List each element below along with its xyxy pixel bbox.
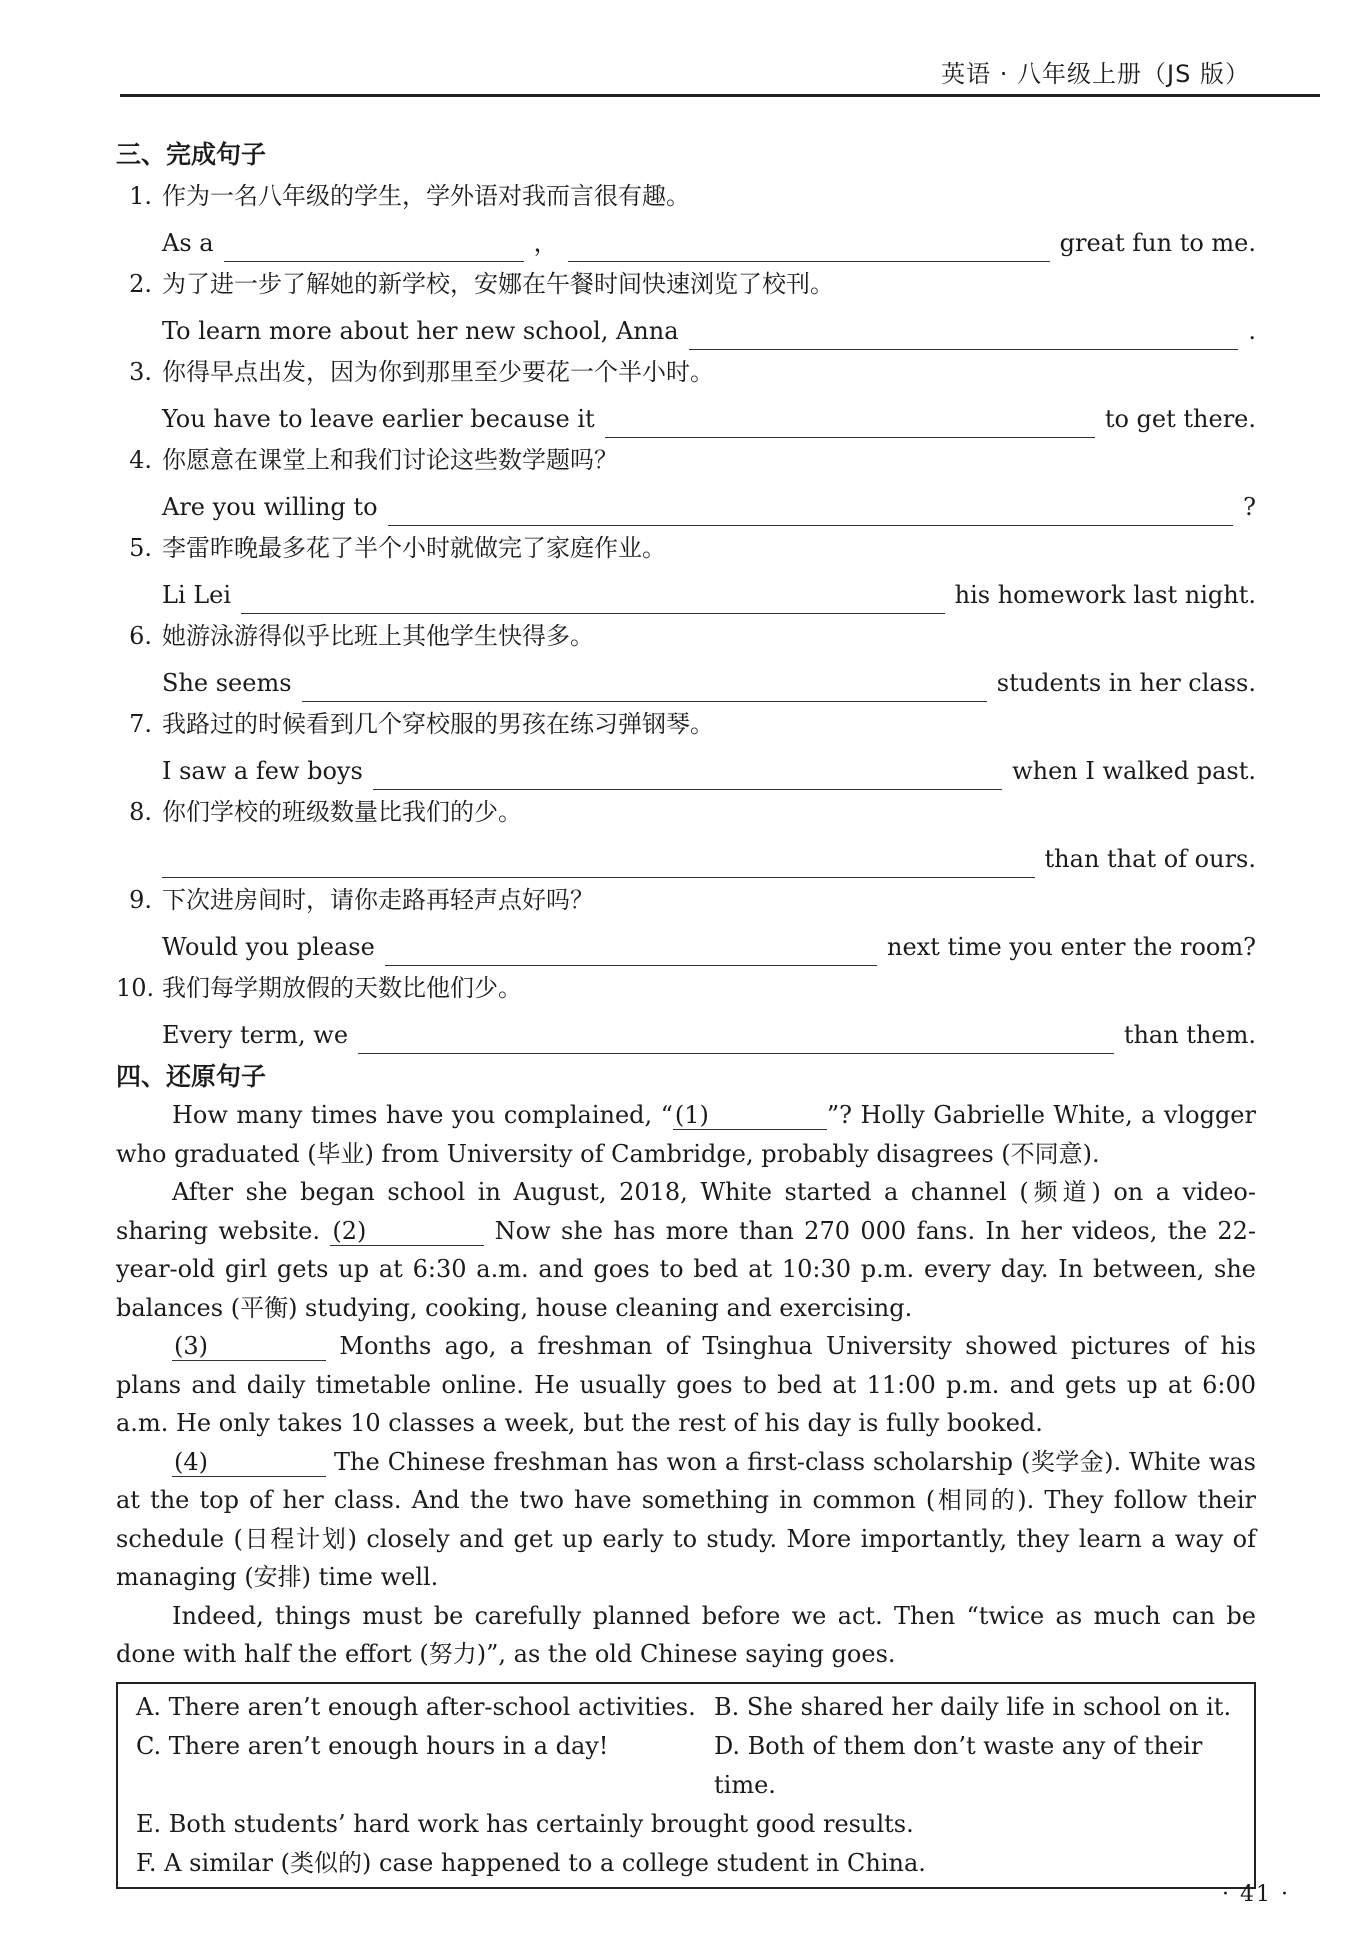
question-3-english (116, 394, 1256, 438)
sentence-middle: ， (533, 228, 558, 257)
options-row (136, 1688, 1236, 1727)
sentence-prefix: You have to leave earlier because it (162, 404, 595, 433)
option-e: E. Both students’ hard work has certainly brought good results. (136, 1809, 914, 1838)
passage-paragraph-5: Indeed, things must be carefully planned before we act. Then “twice as much can be done with half the effort (努力)”, as the old Chinese saying goes. (116, 1601, 1256, 1668)
question-text: 我们每学期放假的天数比他们少。 (162, 974, 522, 1002)
question-text: 你愿意在课堂上和我们讨论这些数学题吗？ (162, 446, 618, 474)
sentence-prefix: I saw a few boys (162, 756, 363, 785)
paragraph-text: Months ago, a freshman of Tsinghua University showed pictures of his plans and daily timetable online. He usually goes to bed at 11:00 p.m. and gets up at 6:00 a.m. He only takes 10 classes a week, but the rest of his day is fully booked. (116, 1332, 1256, 1437)
question-number: 2. (129, 270, 152, 298)
sentence-suffix: than that of ours. (1044, 844, 1256, 873)
question-1-chinese (116, 174, 1256, 218)
sentence-prefix: She seems (162, 668, 292, 697)
paragraph-text: Now she has more than 270 000 fans. In her videos, the 22-year-old girl gets up at 6:30 a.m. and goes to bed at 10:30 p.m. every day. In between, she balances (平衡) studying, cooking, house cleaning and exercising. (116, 1216, 1257, 1322)
answer-blank[interactable] (605, 407, 1095, 438)
answer-blank[interactable] (689, 319, 1239, 350)
answer-blank-2[interactable]: (2) (330, 1217, 484, 1246)
question-9-english (116, 922, 1256, 966)
answer-blank-4[interactable]: (4) (172, 1448, 326, 1477)
question-1-english (116, 218, 1256, 262)
sentence-prefix: Li Lei (162, 580, 232, 609)
question-8-english (116, 834, 1256, 878)
sentence-prefix: Are you willing to (162, 492, 378, 521)
passage-paragraph-1 (116, 1096, 1256, 1173)
answer-blank-3[interactable]: (3) (172, 1332, 326, 1361)
sentence-suffix: ? (1243, 492, 1256, 521)
sentence-prefix: As a (162, 228, 214, 257)
options-box (116, 1682, 1256, 1889)
answer-blank[interactable] (162, 847, 1035, 878)
option-b: B. She shared her daily life in school on it. (714, 1692, 1232, 1721)
question-7-chinese (116, 702, 1256, 746)
question-text: 李雷昨晚最多花了半个小时就做完了家庭作业。 (162, 534, 666, 562)
answer-blank[interactable] (224, 231, 524, 262)
question-8-chinese (116, 790, 1256, 834)
question-6-chinese (116, 614, 1256, 658)
question-number: 10. (116, 974, 155, 1002)
paragraph-text: ”? Holly Gabrielle White, a vlogger who graduated (毕业) from University of Cambridge, probably disagrees (不同意). (116, 1101, 1256, 1168)
question-7-english (116, 746, 1256, 790)
options-row (136, 1727, 1236, 1805)
answer-blank[interactable] (568, 231, 1050, 262)
question-text: 你们学校的班级数量比我们的少。 (162, 798, 522, 826)
question-5-chinese (116, 526, 1256, 570)
answer-blank[interactable] (388, 495, 1234, 526)
question-number: 8. (129, 798, 152, 826)
option-c: C. There aren’t enough hours in a day! (136, 1731, 609, 1760)
passage-paragraph-2 (116, 1173, 1256, 1327)
option-d: D. Both of them don’t waste any of their time. (714, 1731, 1203, 1799)
sentence-prefix: To learn more about her new school, Anna (162, 316, 679, 345)
question-6-english (116, 658, 1256, 702)
page-number: · 41 · (1222, 1882, 1290, 1907)
option-a: A. There aren’t enough after-school activities. (136, 1692, 696, 1721)
sentence-suffix: than them. (1123, 1020, 1256, 1049)
answer-blank[interactable] (373, 759, 1002, 790)
question-number: 1. (129, 182, 152, 210)
question-2-chinese (116, 262, 1256, 306)
question-number: 4. (129, 446, 152, 474)
question-text: 为了进一步了解她的新学校，安娜在午餐时间快速浏览了校刊。 (162, 270, 834, 298)
question-4-chinese (116, 438, 1256, 482)
question-10-chinese (116, 966, 1256, 1010)
sentence-suffix: his homework last night. (954, 580, 1256, 609)
sentence-prefix: Would you please (162, 932, 375, 961)
question-text: 下次进房间时，请你走路再轻声点好吗？ (162, 886, 594, 914)
answer-blank[interactable] (241, 583, 945, 614)
question-text: 她游泳游得似乎比班上其他学生快得多。 (162, 622, 594, 650)
passage-paragraph-3 (116, 1327, 1256, 1443)
question-9-chinese (116, 878, 1256, 922)
sentence-suffix: to get there. (1104, 404, 1256, 433)
sentence-suffix: when I walked past. (1012, 756, 1256, 785)
sentence-suffix: students in her class. (996, 668, 1256, 697)
question-number: 7. (129, 710, 152, 738)
question-number: 3. (129, 358, 152, 386)
header-title: 英语 · 八年级上册（JS 版） (941, 60, 1250, 88)
question-number: 9. (129, 886, 152, 914)
paragraph-text: How many times have you complained, “ (172, 1101, 673, 1129)
sentence-prefix: Every term, we (162, 1020, 349, 1049)
sentence-suffix: great fun to me. (1059, 228, 1256, 257)
question-10-english (116, 1010, 1256, 1054)
answer-blank[interactable] (358, 1023, 1114, 1054)
question-number: 6. (129, 622, 152, 650)
option-f: F. A similar (类似的) case happened to a college student in China. (136, 1848, 926, 1877)
question-text: 你得早点出发，因为你到那里至少要花一个半小时。 (162, 358, 714, 386)
question-text: 我路过的时候看到几个穿校服的男孩在练习弹钢琴。 (162, 710, 714, 738)
answer-blank[interactable] (385, 935, 877, 966)
answer-blank[interactable] (302, 671, 987, 702)
answer-blank-1[interactable]: (1) (673, 1101, 827, 1130)
paragraph-text: The Chinese freshman has won a first-class scholarship (奖学金). White was at the top of her class. And the two have something in common (相同的). They follow their schedule (日程计划) closely and get up early to study. More importantly, they learn a way of managing (安排) time well. (116, 1447, 1256, 1591)
paragraph-text: After she began school in August, 2018, White started a channel (频道) on a video-sharing website. (116, 1178, 1256, 1245)
passage-paragraph-4 (116, 1443, 1256, 1597)
section-3-heading: 三、完成句子 (116, 140, 267, 169)
question-4-english (116, 482, 1256, 526)
question-number: 5. (129, 534, 152, 562)
page-header (120, 48, 1320, 97)
question-text: 作为一名八年级的学生，学外语对我而言很有趣。 (162, 182, 690, 210)
sentence-suffix: . (1248, 316, 1256, 345)
question-3-chinese (116, 350, 1256, 394)
question-2-english (116, 306, 1256, 350)
section-4-heading: 四、还原句子 (116, 1062, 267, 1091)
question-5-english (116, 570, 1256, 614)
sentence-suffix: next time you enter the room? (886, 932, 1256, 961)
page-content (116, 136, 1256, 1889)
